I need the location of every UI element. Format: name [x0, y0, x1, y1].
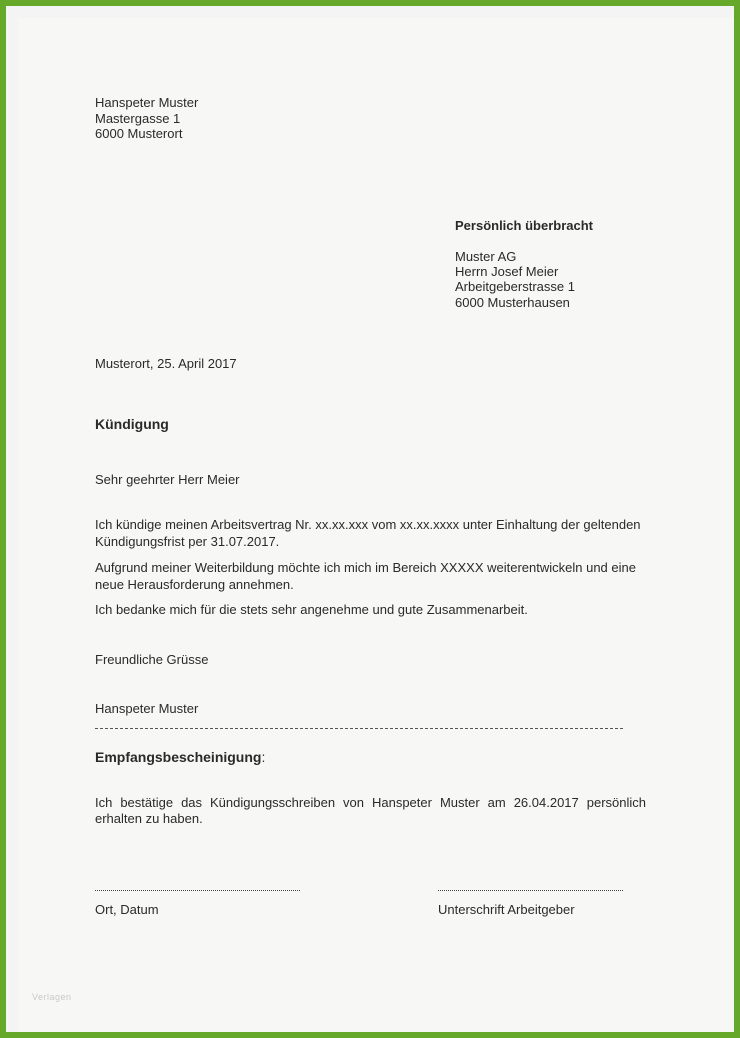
sender-street: Mastergasse 1: [95, 111, 181, 126]
receipt-heading-colon: :: [261, 749, 266, 765]
signature-name: Hanspeter Muster: [95, 701, 199, 716]
paragraph-line: Kündigungsfrist per 31.07.2017.: [95, 534, 280, 549]
place-date-caption: Ort, Datum: [95, 902, 159, 917]
recipient-person: Herrn Josef Meier: [455, 264, 559, 279]
receipt-line-2: erhalten zu haben.: [95, 811, 203, 826]
recipient-street: Arbeitgeberstrasse 1: [455, 279, 575, 294]
sender-city: 6000 Musterort: [95, 126, 183, 141]
delivery-note: Persönlich überbracht: [455, 218, 593, 233]
body-paragraph: [95, 516, 655, 550]
recipient-city: 6000 Musterhausen: [455, 295, 570, 310]
cut-line-divider: [95, 728, 623, 729]
date-signature-line: [95, 890, 300, 891]
paragraph-line: neue Herausforderung annehmen.: [95, 577, 294, 592]
salutation: Sehr geehrter Herr Meier: [95, 472, 240, 487]
paragraph-line: Ich kündige meinen Arbeitsvertrag Nr. xx.xx.xxx vom xx.xx.xxxx unter Einhaltung der geltenden: [95, 517, 641, 532]
paragraph-line: Ich bedanke mich für die stets sehr angenehme und gute Zusammenarbeit.: [95, 602, 528, 617]
body-paragraph: [95, 601, 655, 618]
sender-name: Hanspeter Muster: [95, 95, 199, 110]
employer-signature-line: [438, 890, 623, 891]
body-paragraph: [95, 559, 655, 593]
recipient-company: Muster AG: [455, 249, 517, 264]
watermark-text: Verlagen: [32, 992, 72, 1002]
receipt-heading: [95, 750, 265, 766]
closing-phrase: Freundliche Grüsse: [95, 652, 209, 667]
place-date: Musterort, 25. April 2017: [95, 356, 237, 371]
paragraph-line: Aufgrund meiner Weiterbildung möchte ich mich im Bereich XXXXX weiterentwickeln und eine: [95, 560, 636, 575]
letter-subject: Kündigung: [95, 416, 169, 432]
receipt-line-1: Ich bestätige das Kündigungsschreiben von Hanspeter Muster am 26.04.2017 persönlich: [95, 795, 646, 810]
employer-signature-caption: Unterschrift Arbeitgeber: [438, 902, 575, 917]
receipt-heading-text: Empfangsbescheinigung: [95, 749, 262, 765]
